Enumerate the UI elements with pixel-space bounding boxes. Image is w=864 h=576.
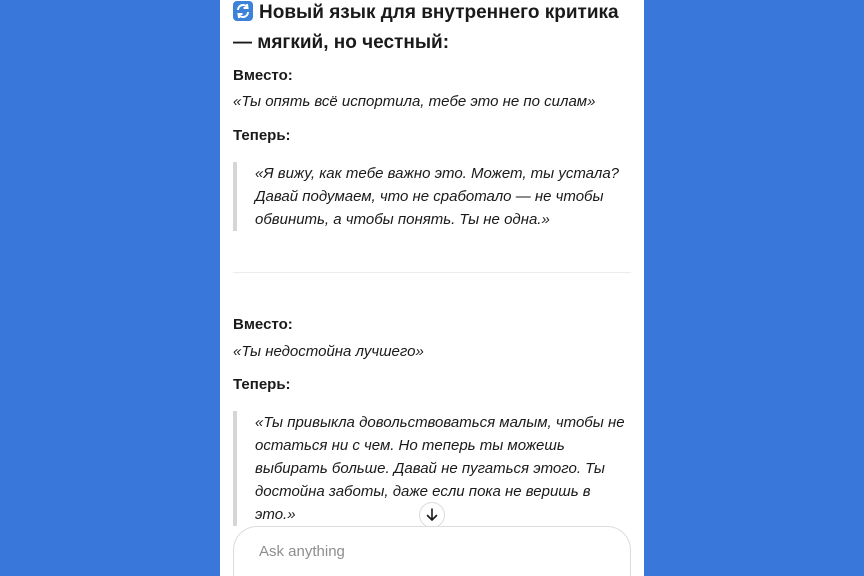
section-heading (233, 0, 633, 58)
instead-text: «Ты опять всё испортила, тебе это не по силам» (233, 93, 596, 110)
refresh-arrows-icon (233, 1, 253, 21)
scroll-down-button[interactable] (419, 502, 445, 528)
composer (233, 526, 631, 576)
now-label: Теперь: (233, 376, 291, 393)
ask-input[interactable] (259, 543, 599, 560)
now-label: Теперь: (233, 127, 291, 144)
chat-panel (220, 0, 644, 576)
section-heading-text: Новый язык для внутреннего критика — мягкий, но честный: (233, 2, 619, 53)
arrow-down-icon (425, 508, 439, 522)
instead-label: Вместо: (233, 316, 293, 333)
instead-label: Вместо: (233, 67, 293, 84)
now-quote: «Ты привыкла довольствоваться малым, чтобы не остаться ни с чем. Но теперь ты можешь выбирать больше. Давай не пугаться этого. Ты достойна заботы, даже если пока не веришь в это.» (233, 411, 635, 526)
instead-text: «Ты недостойна лучшего» (233, 343, 424, 360)
now-quote: «Я вижу, как тебе важно это. Может, ты устала? Давай подумаем, что не сработало — не чтобы обвинить, а чтобы понять. Ты не одна.» (233, 162, 635, 231)
divider (233, 272, 631, 273)
